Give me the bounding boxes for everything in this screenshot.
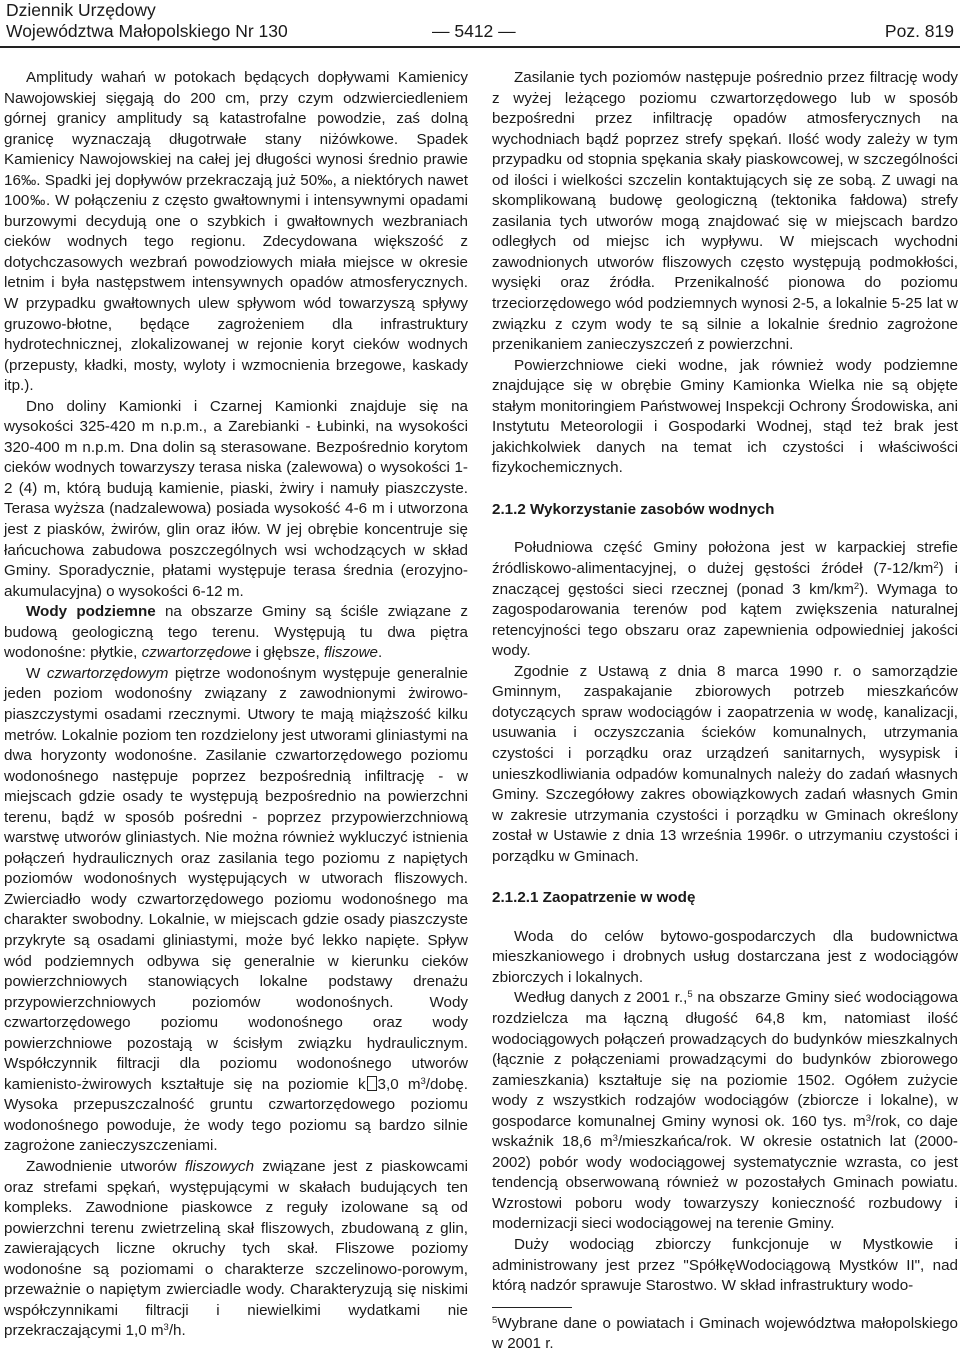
paragraph: Zasilanie tych poziomów następuje pośrednio przez filtrację wody z wyżej leżącego poziomu czwartorzędowego lub w sposób bezpośredni przez infiltrację opadów atmosferycznych na wychodniach bądź poprzez strefy spękań. Ilość wody zależy w tym przypadku od stopnia spękania skały piaskowcowej, w szczególności od ilości i wielkości szczelin kontaktujących się ze sobą. Z uwagi na skomplikowaną budowę geologiczną (tektonika fałdowa) strefy zasilania tych utworów mogą znajdować się w miejscach bardzo odległych od miejsc ich wypływu. W miejscach wychodni zawodnionych utworów fliszowych często występują podmokłości, wysięki oraz źródła. Przenikalność pionowa do poziomu trzeciorzędowego wód podziemnych wynosi 2-5, a lokalnie 5-25 lat w związku z czym wody te są silnie a lokalnie średnio zagrożone przenikaniem zanieczyszczeń z powierzchni. [492, 69, 958, 354]
position-number: Poz. 819 [884, 21, 954, 41]
paragraph: Dno doliny Kamionki i Czarnej Kamionki znajduje się na wysokości 325-420 m n.p.m., a Zarebianki - Łubinki, na wysokości 320-400 m n.p.m. Dna dolin są sterasowane. Bezpośrednio korytom cieków wodnych towarzyszy terasa niska (zalewowa) o wysokości 1-2 (4) m, którą budują kamienie, piaski, żwiry i namuły piaszczyste. Terasa wyższa (nadzalewowa) posiada wysokość 4-6 m i utworzona jest z piasków, żwirów, glin oraz iłów. W jej obrębie koncentruje się łańcuchowa zabudowa poszczególnych wsi wchodzących w skład Gminy. Sporadycznie, płatami występuje terasa średnia (erozyjno-akumulacyjna) o wysokości 6-12 m. [4, 397, 468, 600]
footnote-mark: 5 [492, 1314, 498, 1326]
publication-line-1: Dziennik Urzędowy [6, 0, 156, 20]
footnote: $^5$Wybrane dane o powiatach i Gminach województwa małopolskiego w 2001 r. [492, 1314, 958, 1353]
paragraph: Duży wodociąg zbiorczy funkcjonuje w Mystkowie i administrowany jest przez "SpółkęWodociągową Mystków II", nad którą nadzór sprawuje Starostwo. W skład infrastruktury wodo- [492, 1235, 958, 1295]
page-header [0, 0, 960, 46]
right-column [492, 68, 958, 1355]
section-heading: 2.1.2 Wykorzystanie zasobów wodnych [492, 500, 775, 518]
paragraph: Amplitudy wahań w potokach będących dopływami Kamienicy Nawojowskiej sięgają do 200 cm, przy czym odzwierciedleniem górnej granicy amplitudy są katastrofalne powodzie, zaś dolną granicę wyznaczają długotrwałe stany niżówkowe. Spadek Kamienicy Nawojowskiej na całej jej długości wynosi średnio prawie 16‰. Spadki jej dopływów przekraczają już 50‰, a niektórych nawet 100‰. W połączeniu z często gwałtownymi i intensywnymi opadami burzowymi decydują one o szybkich i gwałtownych wezbraniach cieków wodnych tego regionu. Zdecydowana większość z dotychczasowych wezbrań powodziowych miała miejsce w okresie letnim i była następstwem intensywnych opadów atmosferycznych. W przypadku gwałtownych ulew spływom wód towarzyszą spływy gruzowo-błotne, będące zagrożeniem dla infrastruktury hydrotechnicznej, zlokalizowanej w rejonie koryt cieków wodnych (przepusty, kładki, mosty, wyloty i wzmocnienia brzegowe, kaskady itp.). [4, 69, 468, 395]
paragraph: Zawodnienie utworów fliszowych związane jest z piaskowcami oraz strefami spękań, występującymi w skałach budujących ten kompleks. Zawodnione piaskowce z reguły izolowane są od powierzchni terenu zwietrzeliną skał fliszowych, zbudowaną z glin, zawierających liczne okruchy tych skał. Fliszowe poziomy wodonośne są poziomami o charakterze szczelinowo-porowym, przeważnie o napiętym zwierciadle wody. Charakteryzują się niskimi współczynnikami filtracji i niewielkimi wydatkami nie przekraczającymi 1,0 $m^3/h$. [4, 1157, 468, 1340]
paragraph: Powierzchniowe cieki wodne, jak również wody podziemne znajdujące się w obrębie Gminy Kamionka Wielka nie są objęte stałym monitoringiem Państwowej Inspekcji Ochrony Środowiska, ani Instytutu Meteorologii i Gospodarki Wodnej, stąd też brak jest jakichkolwiek danych na temat ich czystości i właściwości fizykochemicznych. [492, 356, 958, 477]
left-column [4, 68, 468, 1342]
header-rule [0, 46, 960, 48]
paragraph: Woda do celów bytowo-gospodarczych dla budownictwa mieszkaniowego i drobnych usług dostarczana jest z wodociągów zbiorczych i lokalnych. [492, 927, 958, 986]
paragraph: Wody podziemne na obszarze Gminy są ściśle związane z budową geologiczną tego terenu. Występują tu dwa piętra wodonośne: płytkie, czwartorzędowe i głębsze, fliszowe. [4, 603, 468, 662]
missing-glyph-box [367, 1076, 377, 1091]
publication-line-2: Województwa Małopolskiego Nr 130 [6, 21, 288, 41]
paragraph: W czwartorzędowym piętrze wodonośnym występuje generalnie jeden poziom wodonośny związany z zawodnionymi żwirowo-piaszczystymi osadami rzecznymi. Utwory te mają miąższość kilku metrów. Lokalnie poziom ten rozdzielony jest utworami gliniastymi na dwa horyzonty wodonośne. Zasilanie czwartorzędowego poziomu wodonośnego następuje poprzez bezpośrednią infiltrację - w miejscach gdzie osady te występują bezpośrednio na powierzchni terenu, bądź w sposób pośredni - poprzez przypowierzchniową warstwę utworów gliniastych. Nie można również wykluczyć istnienia połączeń hydraulicznych oraz zasilania tego poziomu z napiętych poziomów wodonośnych występujących w utworach fliszowych. Zwierciadło wody czwartorzędowego poziomu wodonośnego ma charakter swobodny. Lokalnie, w miejscach gdzie osady piaszczyste przykryte są osadami gliniastymi, może być lekko napięte. Spływ wód podziemnych odbywa się generalnie w kierunku cieków powierzchniowych stanowiących lokalne podstawy drenażu przypowierzchniowych poziomów wodonośnych. Wody czwartorzędowego poziomu wodonośnego oraz wody powierzchniowe pozostają w ścisłym związku hydraulicznym. Współczynnik filtracji dla poziomu wodonośnego utworów kamienisto-żwirowych kształtuje się na poziomie k 3,0 $m^3$/dobę. Wysoka przepuszczalność gruntu czwartorzędowego poziomu wodonośnego powoduje, że wody tego poziomu są bardzo silnie zagrożone zanieczyszczeniami. [4, 664, 469, 1155]
paragraph: Południowa część Gminy położona jest w karpackiej strefie źródliskowo-alimentacyjnej, o dużej gęstości źródeł $(7-12/km^2)$ i znaczącej gęstości sieci rzecznej (ponad 3 $km/km^2$). Wymaga to zagospodarowania terenów pod kątem zwiększenia naturalnej retencyjności tego obszaru oraz zapewnienia odpowiedniej jakości wody. [492, 539, 959, 660]
footnote-rule [492, 1307, 572, 1308]
publication-title [6, 0, 288, 42]
paragraph: Zgodnie z Ustawą z dnia 8 marca 1990 r. o samorządzie Gminnym, zaspakajanie zbiorowych potrzeb mieszkańców dotyczących spraw wodociągów i zaopatrzenia w wodę, kanalizacji, usuwania i oczyszczania ścieków komunalnych, utrzymania czystości i porządku oraz urządzeń sanitarnych, wysypisk i unieszkodliwiania odpadów komunalnych należy do zadań własnych Gminy. Szczegółowy zakres obowiązkowych zadań własnych Gmin w zakresie utrzymania czystości i porządku w Gminach określony został w Ustawie z dnia 13 września 1996r. o utrzymaniu czystości i porządku w Gminach. [492, 662, 958, 865]
paragraph: Według danych z 2001 r.,$^5$ na obszarze Gminy sieć wodociągowa rozdzielcza ma łączną długość 64,8 km, natomiast ilość wodociągowych połączeń prowadzących do budynków mieszkalnych (łącznie z połączeniami prowadzącymi do budynków zbiorowego zamieszkania) kształtuje się na poziomie 1502. Ogółem zużycie wody z wszystkich rodzajów wodociągów (zbiorcze i lokalne), w gospodarce komunalnej Gminy wynosi ok. 160 tys. $m^3$/rok, co daje wskaźnik 18,6 $m^3/mieszkańca$/rok. W okresie ostatnich lat (2000-2002) pobór wody wodociągowej systematycznie wzrasta, co jest tendencją obserwowaną również w pozostałych Gminach powiatu. Wzrostowi poboru wody towarzyszy konieczność rozbudowy i modernizacji sieci wodociągowej na terenie Gminy. [492, 989, 958, 1233]
subsection-heading: 2.1.2.1 Zaopatrzenie w wodę [492, 889, 696, 907]
bold-term: Wody podziemne [26, 603, 156, 621]
page-number: — 5412 — [432, 21, 516, 41]
